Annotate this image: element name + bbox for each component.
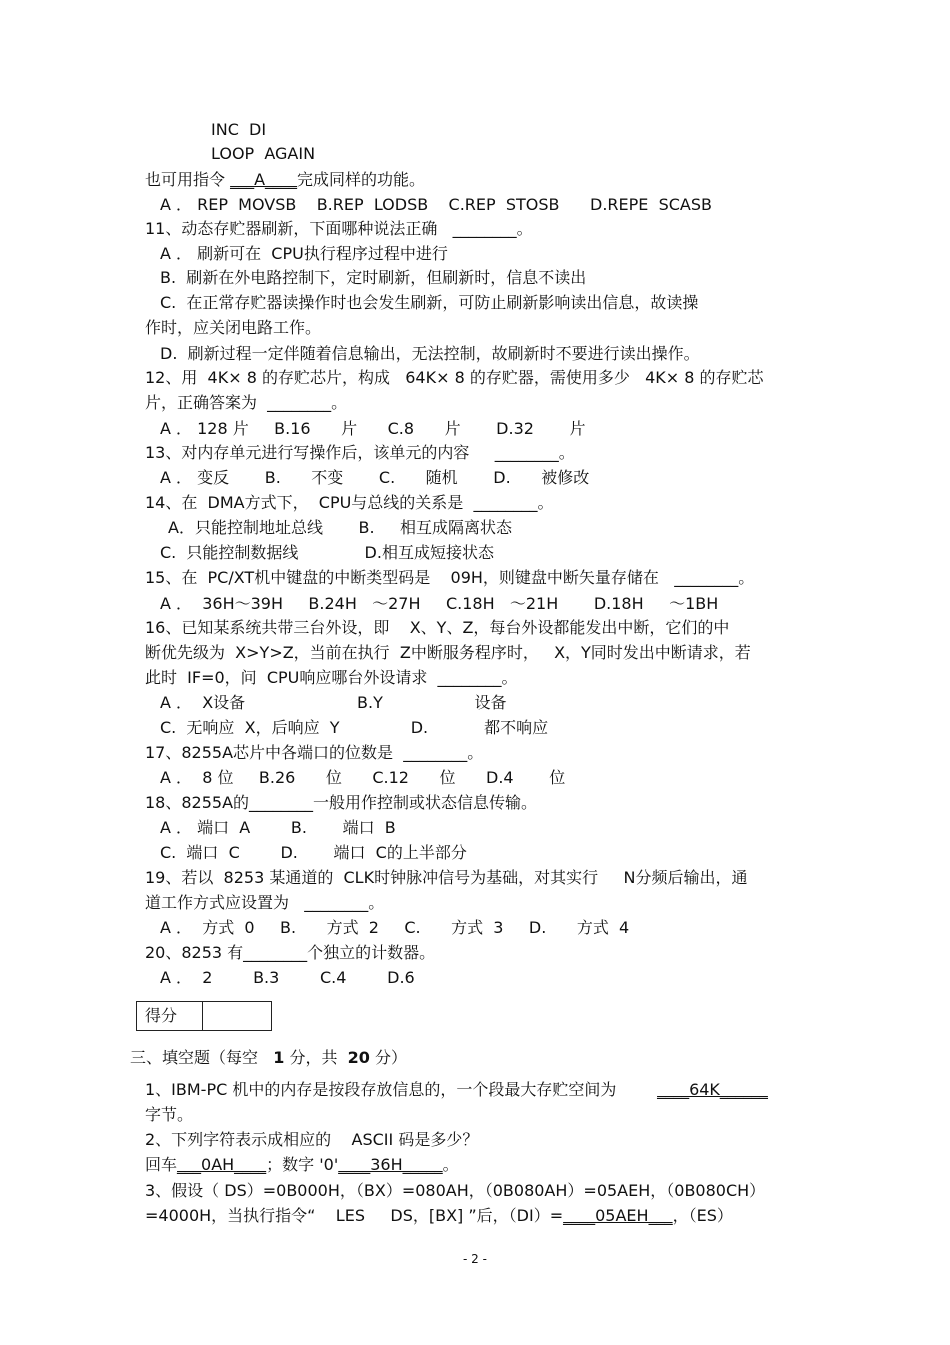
section-heading-text-3: 分）: [369, 1048, 408, 1067]
q20-stem: 20、8253 有________个独立的计数器。: [145, 943, 436, 962]
q19-stem: 19、若以 8253 某通道的 CLK时钟脉冲信号为基础，对其实行 N分频后输出，通: [145, 868, 748, 887]
q16-options-ab: A ． X设备 B.Y 设备: [160, 693, 507, 712]
q11-option-a: A ． 刷新可在 CPU执行程序过程中进行: [160, 244, 448, 263]
fill-q3-cont: [145, 1206, 733, 1226]
section-heading-text: 三、填空题（每空: [130, 1048, 274, 1067]
q14-options-cd: C. 只能控制数据线 D.相互成短接状态: [160, 543, 494, 562]
code-line-inc-di: INC DI: [211, 120, 267, 139]
fill-q2-text-2: ；数字 '0': [266, 1155, 339, 1174]
fill-q1-text: 1、IBM-PC 机中的内存是按段存放信息的，一个段最大存贮空间为: [145, 1080, 658, 1099]
q18-options-ab: A ． 端口 A B. 端口 B: [160, 818, 396, 837]
page-number: - 2 -: [463, 1252, 487, 1266]
q15-options: A ． 36H～39H B.24H ～27H C.18H ～21H D.18H ～1BH: [160, 594, 719, 613]
q11-option-c-cont: 作时，应关闭电路工作。: [145, 318, 322, 337]
score-value-cell: [203, 1002, 271, 1030]
fill-q2-text: 回车: [145, 1155, 178, 1174]
fill-q1-cont: 字节。: [145, 1105, 194, 1124]
q16-stem: 16、已知某系统共带三台外设，即 X、Y、Z，每台外设都能发出中断，它们的中: [145, 618, 730, 637]
q12-stem: 12、用 4K× 8 的存贮芯片，构成 64K× 8 的存贮器，需使用多少 4K× 8 的存贮芯: [145, 368, 764, 387]
fill-q3-text-2: ，（ES）: [672, 1206, 733, 1225]
q19-stem-cont: 道工作方式应设置为 ________。: [145, 893, 385, 912]
q10-options: A ． REP MOVSB B.REP LODSB C.REP STOSB D.REPE SCASB: [160, 195, 712, 214]
q11-option-b: B. 刷新在外电路控制下，定时刷新，但刷新时，信息不读出: [160, 268, 587, 287]
q14-stem: 14、在 DMA方式下， CPU与总线的关系是 ________。: [145, 493, 554, 512]
fill-q3-answer-di: ____05AEH___: [563, 1206, 673, 1225]
q14-options-ab: A．只能控制地址总线 B. 相互成隔离状态: [168, 518, 513, 537]
fill-q2-answer-zero: ____36H_____: [338, 1155, 443, 1174]
code-line-loop-again: LOOP AGAIN: [211, 144, 316, 163]
section-heading-text-2: 分，共: [284, 1048, 348, 1067]
score-box: [136, 1001, 272, 1031]
section-points-total: 20: [347, 1048, 370, 1067]
q13-stem: 13、对内存单元进行写操作后，该单元的内容 ________。: [145, 443, 575, 462]
q10-text: 也可用指令: [145, 170, 231, 189]
q10-text-end: 完成同样的功能。: [297, 170, 426, 189]
q15-stem: 15、在 PC/XT机中键盘的中断类型码是 09H，则键盘中断矢量存储在 ________。: [145, 568, 755, 587]
q16-options-cd: C. 无响应 X，后响应 Y D. 都不响应: [160, 718, 549, 737]
q20-options: A ． 2 B.3 C.4 D.6: [160, 968, 415, 987]
q16-stem-cont-1: 断优先级为 X>Y>Z，当前在执行 Z中断服务程序时， X，Y同时发出中断请求，若: [145, 643, 751, 662]
fill-q2-answer-cr: ___0AH____: [177, 1155, 267, 1174]
q12-stem-cont: 片，正确答案为 ________。: [145, 393, 348, 412]
fill-q3: 3、假设（ DS）=0B000H，（BX）=080AH，（0B080AH）=05AEH，（0B080CH）: [145, 1181, 766, 1200]
q10-stem: [145, 170, 425, 190]
q11-stem: 11、动态存贮器刷新，下面哪种说法正确 ________。: [145, 219, 533, 238]
score-label: 得分: [137, 1002, 203, 1030]
q16-stem-cont-2: 此时 IF=0，问 CPU响应哪台外设请求 ________。: [145, 668, 518, 687]
q11-option-d: D. 刷新过程一定伴随着信息输出，无法控制，故刷新时不要进行读出操作。: [160, 344, 700, 363]
section-points-each: 1: [273, 1048, 285, 1067]
q10-answer: ___A____: [230, 170, 298, 189]
fill-q2-answers: [145, 1155, 459, 1175]
q13-options: A ． 变反 B. 不变 C. 随机 D. 被修改: [160, 468, 590, 487]
q18-stem: 18、8255A的________一般用作控制或状态信息传输。: [145, 793, 538, 812]
fill-q1: [145, 1080, 768, 1100]
q19-options: A ． 方式 0 B. 方式 2 C. 方式 3 D. 方式 4: [160, 918, 630, 937]
q18-options-cd: C. 端口 C D. 端口 C的上半部分: [160, 843, 467, 862]
fill-q1-answer: ____64K______: [657, 1080, 768, 1099]
section-three-heading: [130, 1048, 407, 1068]
fill-q2: 2、下列字符表示成相应的 ASCII 码是多少？: [145, 1130, 479, 1149]
q12-options: A ． 128 片 B.16 片 C.8 片 D.32 片: [160, 419, 586, 438]
fill-q2-text-3: 。: [442, 1155, 459, 1174]
fill-q3-text: =4000H，当执行指令“ LES DS，[BX] ”后，（DI）=: [145, 1206, 564, 1225]
q11-option-c: C. 在正常存贮器读操作时也会发生刷新，可防止刷新影响读出信息，故读操: [160, 293, 699, 312]
q17-options: A ． 8 位 B.26 位 C.12 位 D.4 位: [160, 768, 566, 787]
q17-stem: 17、8255A芯片中各端口的位数是 ________。: [145, 743, 484, 762]
